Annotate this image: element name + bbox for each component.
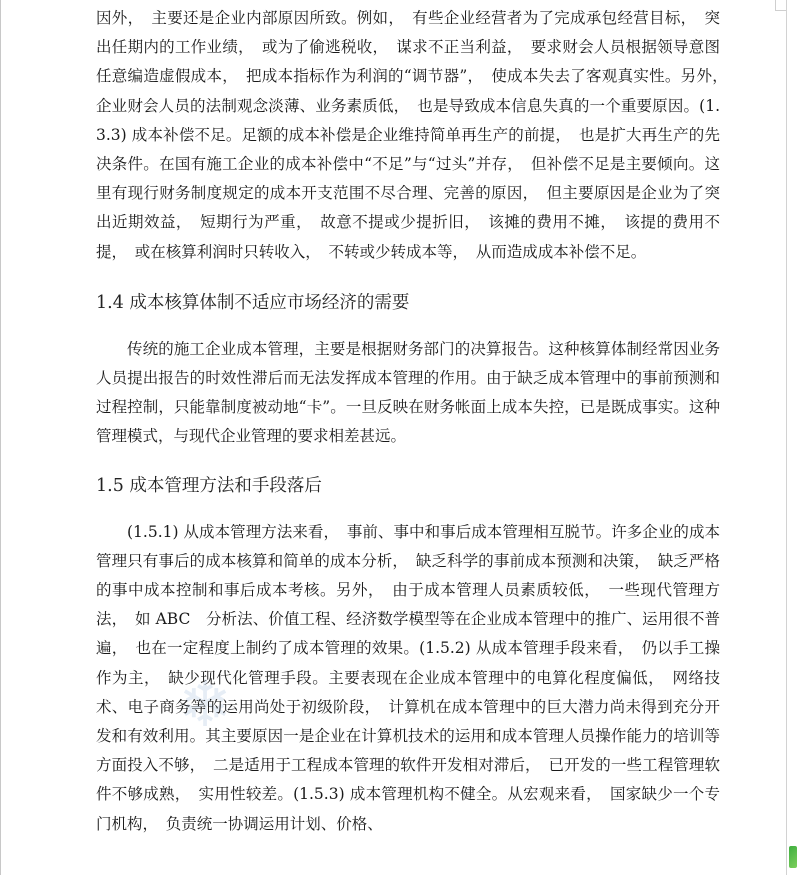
document-body	[96, 4, 736, 839]
page-corner-tick	[775, 0, 786, 11]
paragraph-accounting-system: 传统的施工企业成本管理，主要是根据财务部门的决算报告。这种核算体制经常因业务人员提出报告的时效性滞后而无法发挥成本管理的作用。由于缺乏成本管理中的事前预测和过程控制，只能靠制度被动地“卡”。一旦反映在财务帐面上成本失控，已是既成事实。这种管理模式，与现代企业管理的要求相差甚远。	[96, 339, 720, 446]
watermark-icon: ❄	[178, 668, 232, 742]
corner-mark-icon	[789, 846, 797, 868]
paragraph-cost-compensation: 因外， 主要还是企业内部原因所致。例如， 有些企业经营者为了完成承包经营目标， 突出任期内的工作业绩， 或为了偷逃税收， 谋求不正当利益， 要求财会人员根据领导意图任意编造虚假成本， 把成本指标作为利润的“调节器”， 使成本失去了客观真实性。另外， 企业财会人员的法制观念淡薄、业务素质低， 也是导致成本信息失真的一个重要原因。(1.3.3) 成本补偿不足。足额的成本补偿是企业维持简单再生产的前提， 也是扩大再生产的先决条件。在国有施工企业的成本补偿中“不足”与“过头”并存， 但补偿不足是主要倾向。这里有现行财务制度规定的成本开支范围不尽合理、完善的原因， 但主要原因是企业为了突出近期效益， 短期行为严重， 故意不提或少提折旧， 该摊的费用不摊， 该提的费用不提， 或在核算利润时只转收入， 不转或少转成本等， 从而造成成本补偿不足。	[96, 9, 736, 261]
page-left-border	[0, 0, 1, 875]
paragraph-management-methods: (1.5.1) 从成本管理方法来看， 事前、事中和事后成本管理相互脱节。许多企业的成本管理只有事后的成本核算和简单的成本分析， 缺乏科学的事前成本预测和决策， 缺乏严格的事中成本控制和事后成本考核。另外， 由于成本管理人员素质较低， 一些现代管理方法， 如 ABC 分析法、价值工程、经济数学模型等在企业成本管理中的推广、运用很不普遍， 也在一定程度上制约了成本管理的效果。(1.5.2) 从成本管理手段来看， 仍以手工操作为主， 缺少现代化管理手段。主要表现在企业成本管理中的电算化程度偏低， 网络技术、电子商务等的运用尚处于初级阶段， 计算机在成本管理中的巨大潜力尚未得到充分开发和有效利用。其主要原因一是企业在计算机技术的运用和成本管理人员操作能力的培训等方面投入不够， 二是适用于工程成本管理的软件开发相对滞后， 已开发的一些工程管理软件不够成熟， 实用性较差。(1.5.3) 成本管理机构不健全。从宏观来看， 国家缺少一个专门机构， 负责统一协调运用计划、价格、	[96, 522, 720, 833]
page-right-border	[786, 0, 787, 875]
section-heading-1-5: 1.5 成本管理方法和手段落后	[96, 475, 322, 496]
section-heading-1-4: 1.4 成本核算体制不适应市场经济的需要	[96, 292, 410, 313]
